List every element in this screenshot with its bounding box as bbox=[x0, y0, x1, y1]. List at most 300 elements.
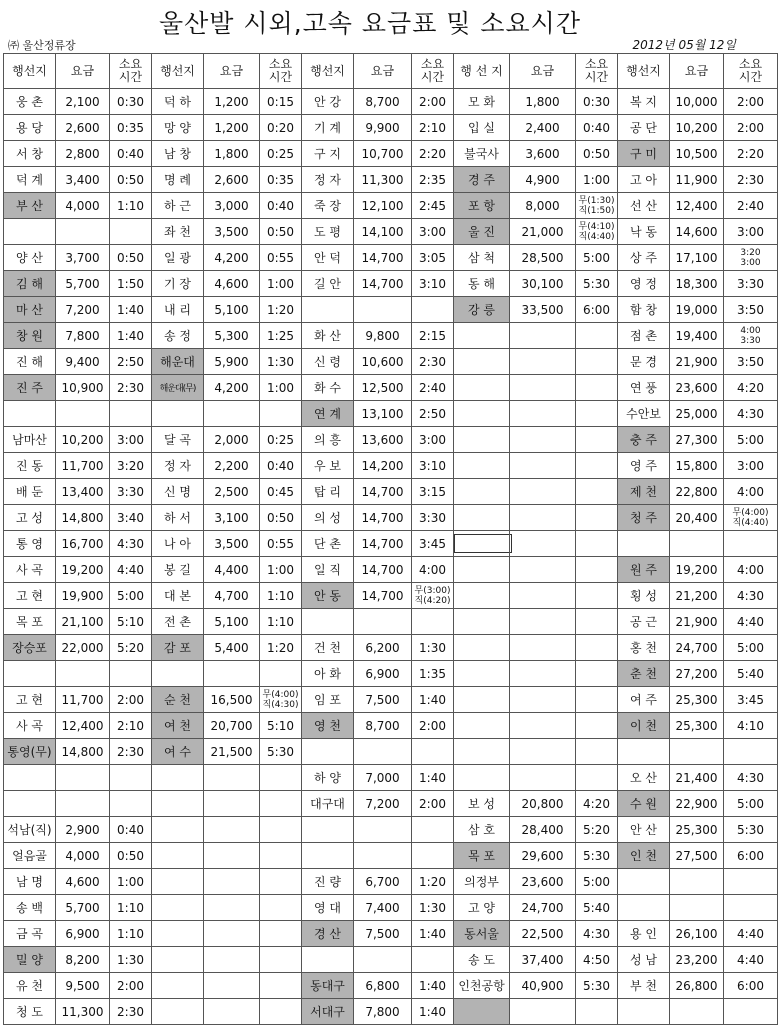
destination-cell bbox=[454, 661, 510, 687]
destination-cell bbox=[4, 765, 56, 791]
destination-cell bbox=[152, 921, 204, 947]
duration-cell bbox=[260, 869, 302, 895]
destination-cell bbox=[302, 843, 354, 869]
fare-cell: 3,700 bbox=[56, 245, 110, 271]
destination-cell: 탑 리 bbox=[302, 479, 354, 505]
header-destination-4: 행 선 지 bbox=[454, 54, 510, 89]
header-duration-2: 소요 시간 bbox=[260, 54, 302, 89]
destination-cell bbox=[618, 895, 670, 921]
header-fare-1: 요금 bbox=[56, 54, 110, 89]
destination-cell: 내 리 bbox=[152, 297, 204, 323]
fare-cell: 2,600 bbox=[56, 115, 110, 141]
destination-cell: 하 서 bbox=[152, 505, 204, 531]
fare-cell: 14,700 bbox=[354, 479, 412, 505]
destination-cell: 용 당 bbox=[4, 115, 56, 141]
destination-cell: 문 경 bbox=[618, 349, 670, 375]
fare-cell: 4,000 bbox=[56, 193, 110, 219]
duration-cell: 0:50 bbox=[110, 167, 152, 193]
destination-cell bbox=[454, 557, 510, 583]
fare-cell bbox=[354, 947, 412, 973]
fare-cell: 1,800 bbox=[510, 89, 576, 115]
table-row bbox=[4, 245, 778, 271]
fare-cell: 19,900 bbox=[56, 583, 110, 609]
destination-cell bbox=[152, 895, 204, 921]
duration-cell: 2:20 bbox=[412, 141, 454, 167]
duration-cell: 4:00 bbox=[724, 557, 778, 583]
destination-cell: 명 례 bbox=[152, 167, 204, 193]
duration-cell: 무(4:00) 직(4:30) bbox=[260, 687, 302, 713]
fare-cell bbox=[510, 401, 576, 427]
fare-cell: 5,400 bbox=[204, 635, 260, 661]
destination-cell: 오 산 bbox=[618, 765, 670, 791]
fare-cell bbox=[56, 219, 110, 245]
destination-cell: 정 자 bbox=[152, 453, 204, 479]
destination-cell: 청 주 bbox=[618, 505, 670, 531]
duration-cell: 0:20 bbox=[260, 115, 302, 141]
destination-cell: 낙 동 bbox=[618, 219, 670, 245]
destination-cell: 송 정 bbox=[152, 323, 204, 349]
fare-cell bbox=[510, 479, 576, 505]
destination-cell: 불국사 bbox=[454, 141, 510, 167]
fare-cell bbox=[510, 661, 576, 687]
duration-cell: 0:55 bbox=[260, 531, 302, 557]
table-row bbox=[4, 271, 778, 297]
destination-cell: 양 산 bbox=[4, 245, 56, 271]
destination-cell: 의 성 bbox=[302, 505, 354, 531]
fare-cell bbox=[510, 427, 576, 453]
fare-cell bbox=[204, 791, 260, 817]
destination-cell: 순 천 bbox=[152, 687, 204, 713]
fare-cell: 14,700 bbox=[354, 245, 412, 271]
destination-cell: 안 동 bbox=[302, 583, 354, 609]
table-row bbox=[4, 557, 778, 583]
table-row bbox=[4, 947, 778, 973]
duration-cell: 1:40 bbox=[412, 921, 454, 947]
destination-cell: 삼 척 bbox=[454, 245, 510, 271]
destination-cell: 하 양 bbox=[302, 765, 354, 791]
destination-cell: 덕 계 bbox=[4, 167, 56, 193]
fare-cell: 12,400 bbox=[670, 193, 724, 219]
destination-cell: 덕 하 bbox=[152, 89, 204, 115]
duration-cell: 3:20 3:00 bbox=[724, 245, 778, 271]
duration-cell: 5:00 bbox=[724, 427, 778, 453]
fare-cell: 8,200 bbox=[56, 947, 110, 973]
fare-cell: 6,200 bbox=[354, 635, 412, 661]
duration-cell: 0:50 bbox=[260, 219, 302, 245]
fare-cell bbox=[510, 739, 576, 765]
table-row bbox=[4, 219, 778, 245]
fare-cell bbox=[670, 531, 724, 557]
fare-cell: 3,400 bbox=[56, 167, 110, 193]
destination-cell: 고 현 bbox=[4, 687, 56, 713]
header-fare-5: 요금 bbox=[670, 54, 724, 89]
destination-cell: 안 덕 bbox=[302, 245, 354, 271]
fare-cell: 11,900 bbox=[670, 167, 724, 193]
destination-cell bbox=[4, 401, 56, 427]
destination-cell bbox=[454, 583, 510, 609]
duration-cell: 1:30 bbox=[110, 947, 152, 973]
destination-cell bbox=[4, 661, 56, 687]
fare-cell bbox=[204, 843, 260, 869]
fare-cell: 5,300 bbox=[204, 323, 260, 349]
destination-cell: 홍 천 bbox=[618, 635, 670, 661]
duration-cell bbox=[260, 895, 302, 921]
fare-cell: 27,300 bbox=[670, 427, 724, 453]
destination-cell: 강 릉 bbox=[454, 297, 510, 323]
duration-cell bbox=[412, 297, 454, 323]
duration-cell: 3:50 bbox=[724, 297, 778, 323]
selected-cell-box[interactable] bbox=[454, 534, 512, 553]
destination-cell: 충 주 bbox=[618, 427, 670, 453]
fare-cell: 8,700 bbox=[354, 89, 412, 115]
destination-cell bbox=[454, 739, 510, 765]
fare-cell: 23,600 bbox=[670, 375, 724, 401]
duration-cell bbox=[260, 999, 302, 1025]
table-row bbox=[4, 973, 778, 999]
destination-cell bbox=[152, 401, 204, 427]
duration-cell: 5:00 bbox=[724, 635, 778, 661]
table-row bbox=[4, 765, 778, 791]
fare-cell: 1,200 bbox=[204, 115, 260, 141]
destination-cell bbox=[152, 791, 204, 817]
header-duration-4: 소요 시간 bbox=[576, 54, 618, 89]
table-row bbox=[4, 531, 778, 557]
duration-cell bbox=[260, 765, 302, 791]
duration-cell: 5:30 bbox=[576, 271, 618, 297]
header-duration-1: 소요 시간 bbox=[110, 54, 152, 89]
destination-cell bbox=[454, 687, 510, 713]
fare-cell: 10,700 bbox=[354, 141, 412, 167]
destination-cell bbox=[152, 765, 204, 791]
fare-cell: 2,500 bbox=[204, 479, 260, 505]
duration-cell bbox=[576, 635, 618, 661]
fare-cell: 10,600 bbox=[354, 349, 412, 375]
fare-cell: 1,200 bbox=[204, 89, 260, 115]
fare-cell: 8,000 bbox=[510, 193, 576, 219]
destination-cell: 좌 천 bbox=[152, 219, 204, 245]
destination-cell bbox=[454, 453, 510, 479]
fare-cell: 18,300 bbox=[670, 271, 724, 297]
destination-cell: 부 천 bbox=[618, 973, 670, 999]
duration-cell bbox=[412, 739, 454, 765]
fare-cell: 3,500 bbox=[204, 531, 260, 557]
duration-cell: 3:30 bbox=[110, 479, 152, 505]
fare-cell bbox=[204, 973, 260, 999]
fare-cell: 22,900 bbox=[670, 791, 724, 817]
fare-cell bbox=[56, 401, 110, 427]
duration-cell: 4:40 bbox=[724, 609, 778, 635]
header-duration-3: 소요 시간 bbox=[412, 54, 454, 89]
fare-cell: 20,400 bbox=[670, 505, 724, 531]
fare-cell bbox=[204, 869, 260, 895]
duration-cell bbox=[576, 609, 618, 635]
duration-cell: 5:20 bbox=[110, 635, 152, 661]
duration-cell bbox=[724, 999, 778, 1025]
fare-cell: 4,700 bbox=[204, 583, 260, 609]
destination-cell: 연 계 bbox=[302, 401, 354, 427]
duration-cell bbox=[576, 687, 618, 713]
fare-cell: 16,700 bbox=[56, 531, 110, 557]
duration-cell: 3:00 bbox=[110, 427, 152, 453]
destination-cell bbox=[454, 765, 510, 791]
destination-cell: 경 산 bbox=[302, 921, 354, 947]
fare-cell bbox=[354, 609, 412, 635]
table-row bbox=[4, 167, 778, 193]
duration-cell: 3:45 bbox=[724, 687, 778, 713]
fare-cell: 2,900 bbox=[56, 817, 110, 843]
fare-cell: 11,700 bbox=[56, 453, 110, 479]
fare-cell: 7,000 bbox=[354, 765, 412, 791]
destination-cell: 일 직 bbox=[302, 557, 354, 583]
fare-cell: 2,600 bbox=[204, 167, 260, 193]
destination-cell bbox=[454, 531, 510, 557]
fare-cell: 25,300 bbox=[670, 687, 724, 713]
fare-cell: 25,000 bbox=[670, 401, 724, 427]
destination-cell: 여 천 bbox=[152, 713, 204, 739]
fare-cell: 9,800 bbox=[354, 323, 412, 349]
header-destination-3: 행선지 bbox=[302, 54, 354, 89]
destination-cell bbox=[618, 999, 670, 1025]
fare-cell: 10,900 bbox=[56, 375, 110, 401]
duration-cell: 0:50 bbox=[110, 245, 152, 271]
duration-cell: 1:30 bbox=[412, 895, 454, 921]
fare-cell: 4,200 bbox=[204, 375, 260, 401]
table-row bbox=[4, 635, 778, 661]
destination-cell bbox=[152, 661, 204, 687]
destination-cell: 밀 양 bbox=[4, 947, 56, 973]
destination-cell: 신 명 bbox=[152, 479, 204, 505]
duration-cell: 0:40 bbox=[110, 141, 152, 167]
duration-cell: 3:05 bbox=[412, 245, 454, 271]
duration-cell: 1:40 bbox=[412, 973, 454, 999]
duration-cell: 2:00 bbox=[724, 89, 778, 115]
destination-cell: 고 현 bbox=[4, 583, 56, 609]
duration-cell: 0:45 bbox=[260, 479, 302, 505]
fare-cell: 16,500 bbox=[204, 687, 260, 713]
duration-cell: 4:10 bbox=[724, 713, 778, 739]
fare-cell: 22,500 bbox=[510, 921, 576, 947]
fare-cell: 4,600 bbox=[56, 869, 110, 895]
fare-cell: 9,400 bbox=[56, 349, 110, 375]
destination-cell: 경 주 bbox=[454, 167, 510, 193]
document-date: 2012년 05월 12일 bbox=[632, 38, 736, 52]
destination-cell: 남 창 bbox=[152, 141, 204, 167]
duration-cell: 1:30 bbox=[260, 349, 302, 375]
duration-cell bbox=[576, 739, 618, 765]
duration-cell: 0:15 bbox=[260, 89, 302, 115]
destination-cell: 감 포 bbox=[152, 635, 204, 661]
destination-cell: 동대구 bbox=[302, 973, 354, 999]
fare-cell bbox=[204, 921, 260, 947]
duration-cell: 0:55 bbox=[260, 245, 302, 271]
fare-cell: 27,200 bbox=[670, 661, 724, 687]
destination-cell: 대 본 bbox=[152, 583, 204, 609]
duration-cell: 1:40 bbox=[110, 297, 152, 323]
duration-cell: 2:35 bbox=[412, 167, 454, 193]
header-duration-5: 소요 시간 bbox=[724, 54, 778, 89]
duration-cell: 1:00 bbox=[110, 869, 152, 895]
duration-cell bbox=[576, 453, 618, 479]
fare-cell: 7,800 bbox=[56, 323, 110, 349]
duration-cell: 2:20 bbox=[724, 141, 778, 167]
duration-cell bbox=[576, 557, 618, 583]
fare-cell bbox=[204, 947, 260, 973]
fare-cell bbox=[670, 869, 724, 895]
duration-cell bbox=[110, 791, 152, 817]
fare-cell: 19,200 bbox=[670, 557, 724, 583]
fare-cell bbox=[510, 713, 576, 739]
duration-cell: 5:30 bbox=[576, 973, 618, 999]
fare-cell: 24,700 bbox=[510, 895, 576, 921]
fare-cell: 13,600 bbox=[354, 427, 412, 453]
destination-cell: 기 장 bbox=[152, 271, 204, 297]
duration-cell: 2:30 bbox=[110, 739, 152, 765]
destination-cell bbox=[454, 999, 510, 1025]
destination-cell: 송 도 bbox=[454, 947, 510, 973]
table-row bbox=[4, 895, 778, 921]
destination-cell: 상 주 bbox=[618, 245, 670, 271]
duration-cell: 4:00 3:30 bbox=[724, 323, 778, 349]
fare-cell: 13,400 bbox=[56, 479, 110, 505]
fare-cell: 29,600 bbox=[510, 843, 576, 869]
destination-cell bbox=[454, 713, 510, 739]
fare-cell: 21,200 bbox=[670, 583, 724, 609]
fare-cell: 14,800 bbox=[56, 505, 110, 531]
fare-cell bbox=[56, 661, 110, 687]
fare-cell: 37,400 bbox=[510, 947, 576, 973]
fare-cell: 8,700 bbox=[354, 713, 412, 739]
destination-cell: 함 창 bbox=[618, 297, 670, 323]
fare-cell: 19,000 bbox=[670, 297, 724, 323]
duration-cell: 6:00 bbox=[724, 973, 778, 999]
duration-cell: 2:50 bbox=[412, 401, 454, 427]
destination-cell: 남 명 bbox=[4, 869, 56, 895]
header-fare-4: 요금 bbox=[510, 54, 576, 89]
duration-cell: 0:40 bbox=[110, 817, 152, 843]
duration-cell: 0:40 bbox=[576, 115, 618, 141]
fare-cell: 23,200 bbox=[670, 947, 724, 973]
destination-cell: 진 해 bbox=[4, 349, 56, 375]
destination-cell bbox=[302, 739, 354, 765]
duration-cell: 0:50 bbox=[260, 505, 302, 531]
destination-cell bbox=[152, 973, 204, 999]
destination-cell bbox=[152, 999, 204, 1025]
fare-cell bbox=[56, 765, 110, 791]
destination-cell: 수안보 bbox=[618, 401, 670, 427]
duration-cell bbox=[260, 791, 302, 817]
fare-cell: 14,100 bbox=[354, 219, 412, 245]
table-row bbox=[4, 817, 778, 843]
table-row bbox=[4, 375, 778, 401]
fare-cell: 26,100 bbox=[670, 921, 724, 947]
fare-cell: 22,800 bbox=[670, 479, 724, 505]
fare-cell bbox=[204, 999, 260, 1025]
duration-cell bbox=[576, 999, 618, 1025]
fare-cell bbox=[510, 531, 576, 557]
duration-cell: 0:40 bbox=[260, 453, 302, 479]
fare-cell bbox=[670, 895, 724, 921]
destination-cell: 김 해 bbox=[4, 271, 56, 297]
destination-cell: 화 수 bbox=[302, 375, 354, 401]
fare-cell: 14,700 bbox=[354, 271, 412, 297]
duration-cell: 1:00 bbox=[260, 271, 302, 297]
table-row bbox=[4, 843, 778, 869]
destination-cell: 여 수 bbox=[152, 739, 204, 765]
duration-cell bbox=[260, 921, 302, 947]
destination-cell: 용 인 bbox=[618, 921, 670, 947]
duration-cell bbox=[576, 505, 618, 531]
fare-cell bbox=[510, 349, 576, 375]
duration-cell: 1:00 bbox=[576, 167, 618, 193]
destination-cell: 성 남 bbox=[618, 947, 670, 973]
destination-cell: 인천공항 bbox=[454, 973, 510, 999]
duration-cell bbox=[412, 817, 454, 843]
duration-cell: 무(3:00) 직(4:20) bbox=[412, 583, 454, 609]
destination-cell bbox=[152, 843, 204, 869]
destination-cell: 사 곡 bbox=[4, 713, 56, 739]
destination-cell: 제 천 bbox=[618, 479, 670, 505]
destination-cell bbox=[302, 817, 354, 843]
fare-cell: 14,700 bbox=[354, 583, 412, 609]
duration-cell: 1:40 bbox=[412, 999, 454, 1025]
destination-cell bbox=[454, 479, 510, 505]
destination-cell: 복 지 bbox=[618, 89, 670, 115]
fare-cell: 20,700 bbox=[204, 713, 260, 739]
destination-cell bbox=[302, 297, 354, 323]
destination-cell: 의정부 bbox=[454, 869, 510, 895]
table-row bbox=[4, 739, 778, 765]
destination-cell: 영 대 bbox=[302, 895, 354, 921]
destination-cell: 해운대 bbox=[152, 349, 204, 375]
fare-cell: 30,100 bbox=[510, 271, 576, 297]
destination-cell: 고 양 bbox=[454, 895, 510, 921]
fare-cell bbox=[510, 505, 576, 531]
destination-cell: 서 창 bbox=[4, 141, 56, 167]
duration-cell: 3:45 bbox=[412, 531, 454, 557]
duration-cell bbox=[260, 973, 302, 999]
duration-cell: 3:50 bbox=[724, 349, 778, 375]
duration-cell: 4:30 bbox=[724, 401, 778, 427]
destination-cell bbox=[618, 869, 670, 895]
fare-cell: 7,500 bbox=[354, 921, 412, 947]
duration-cell bbox=[260, 401, 302, 427]
destination-cell: 울 진 bbox=[454, 219, 510, 245]
destination-cell: 유 천 bbox=[4, 973, 56, 999]
duration-cell: 3:40 bbox=[110, 505, 152, 531]
duration-cell bbox=[412, 947, 454, 973]
duration-cell: 5:00 bbox=[110, 583, 152, 609]
destination-cell: 입 실 bbox=[454, 115, 510, 141]
fare-cell bbox=[204, 817, 260, 843]
fare-cell: 10,000 bbox=[670, 89, 724, 115]
destination-cell: 아 화 bbox=[302, 661, 354, 687]
destination-cell: 동 해 bbox=[454, 271, 510, 297]
destination-cell: 춘 천 bbox=[618, 661, 670, 687]
duration-cell: 2:40 bbox=[412, 375, 454, 401]
fare-cell bbox=[204, 895, 260, 921]
fare-cell: 12,400 bbox=[56, 713, 110, 739]
destination-cell: 원 주 bbox=[618, 557, 670, 583]
duration-cell: 1:40 bbox=[412, 687, 454, 713]
fare-cell: 6,900 bbox=[354, 661, 412, 687]
fare-cell: 28,400 bbox=[510, 817, 576, 843]
duration-cell: 2:00 bbox=[110, 973, 152, 999]
table-row bbox=[4, 323, 778, 349]
destination-cell: 남마산 bbox=[4, 427, 56, 453]
table-row bbox=[4, 479, 778, 505]
duration-cell: 1:00 bbox=[260, 375, 302, 401]
destination-cell: 구 미 bbox=[618, 141, 670, 167]
